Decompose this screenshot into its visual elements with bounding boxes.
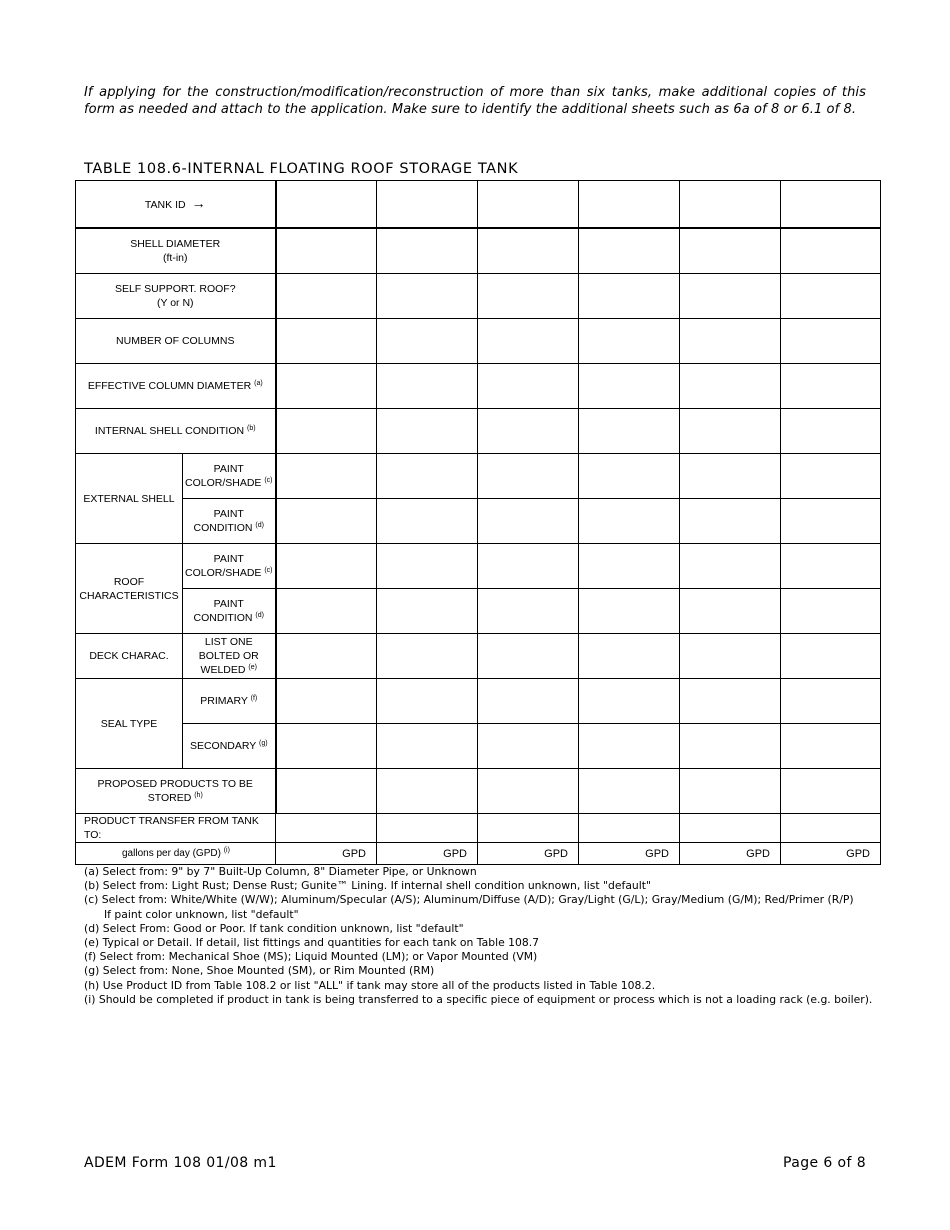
number-of-columns-field[interactable] (781, 319, 881, 364)
external-paint-condition-field[interactable] (579, 499, 680, 544)
number-of-columns-field[interactable] (478, 319, 579, 364)
transfer-destination-field[interactable] (781, 814, 881, 843)
transfer-destination-field[interactable] (680, 814, 781, 843)
self-support-field[interactable] (478, 274, 579, 319)
instructions-paragraph: If applying for the construction/modification/reconstruction of more than six tanks, make additional copies of this form as needed and attach to the application. Make sure to identify the additional sheets such as 6a of 8 or 6.1 of 8. (84, 85, 866, 117)
roof-paint-condition-label: PAINT CONDITION $^{(d)}$ (183, 589, 276, 634)
external-shell-color-row (76, 454, 881, 499)
external-paint-condition-label: PAINT CONDITION $^{(d)}$ (183, 499, 276, 544)
seal-primary-row (76, 679, 881, 724)
number-of-columns-field[interactable] (377, 319, 478, 364)
internal-shell-condition-field[interactable] (579, 409, 680, 454)
proposed-products-label: PROPOSED PRODUCTS TO BE STORED $^{(h)}$ (76, 769, 276, 814)
gpd-field[interactable]: GPD (478, 843, 579, 865)
footnote-b: (b) Select from: Light Rust; Dense Rust; Gunite™ Lining. If internal shell condition unknown, list "default" (84, 879, 651, 893)
tank-form-table (75, 180, 881, 865)
proposed-products-field[interactable] (579, 769, 680, 814)
gpd-field[interactable]: GPD (781, 843, 881, 865)
deck-type-field[interactable] (680, 634, 781, 679)
effective-column-diameter-label: EFFECTIVE COLUMN DIAMETER $^{(a)}$ (76, 364, 276, 409)
effective-column-diameter-field[interactable] (276, 364, 377, 409)
transfer-destination-field[interactable] (579, 814, 680, 843)
roof-paint-condition-field[interactable] (680, 589, 781, 634)
tank-id-label: TANK ID → (76, 181, 276, 229)
footnote-i: (i) Should be completed if product in tank is being transferred to a specific piece of equipment or process which is not a loading rack (e.g. boiler). (84, 992, 873, 1006)
external-paint-color-field[interactable] (478, 454, 579, 499)
secondary-seal-field[interactable] (276, 724, 377, 769)
shell-diameter-field[interactable] (680, 228, 781, 274)
internal-shell-condition-field[interactable] (478, 409, 579, 454)
footnote-h: (h) Use Product ID from Table 108.2 or list "ALL" if tank may store all of the products listed in Table 108.2. (84, 978, 656, 992)
roof-paint-condition-field[interactable] (377, 589, 478, 634)
table-title: TABLE 108.6-INTERNAL FLOATING ROOF STORAGE TANK (84, 161, 519, 177)
roof-paint-color-field[interactable] (276, 544, 377, 589)
deck-type-field[interactable] (478, 634, 579, 679)
primary-seal-field[interactable] (478, 679, 579, 724)
internal-shell-condition-field[interactable] (276, 409, 377, 454)
external-paint-condition-field[interactable] (276, 499, 377, 544)
deck-type-label: LIST ONE BOLTED OR WELDED $^{(e)}$ (183, 634, 276, 679)
transfer-destination-field[interactable] (276, 814, 377, 843)
effective-column-diameter-row (76, 364, 881, 409)
right-arrow-icon: → (191, 195, 206, 211)
roof-color-row (76, 544, 881, 589)
self-support-row (76, 274, 881, 319)
deck-type-field[interactable] (377, 634, 478, 679)
gpd-field[interactable]: GPD (579, 843, 680, 865)
roof-paint-color-field[interactable] (377, 544, 478, 589)
gpd-field[interactable]: GPD (680, 843, 781, 865)
tank-3-id-field[interactable] (478, 181, 579, 229)
page-number: Page 6 of 8 (783, 1155, 866, 1171)
proposed-products-field[interactable] (478, 769, 579, 814)
roof-paint-color-label: PAINT COLOR/SHADE $^{(c)}$ (183, 544, 276, 589)
self-support-field[interactable] (276, 274, 377, 319)
external-paint-condition-field[interactable] (680, 499, 781, 544)
footnote-f: (f) Select from: Mechanical Shoe (MS); Liquid Mounted (LM); or Vapor Mounted (VM) (84, 950, 538, 964)
external-paint-condition-field[interactable] (781, 499, 881, 544)
roof-paint-color-field[interactable] (579, 544, 680, 589)
footnotes (84, 865, 874, 1007)
shell-diameter-field[interactable] (579, 228, 680, 274)
deck-type-field[interactable] (579, 634, 680, 679)
tank-id-row (76, 181, 881, 229)
self-support-field[interactable] (579, 274, 680, 319)
number-of-columns-field[interactable] (680, 319, 781, 364)
external-shell-label: EXTERNAL SHELL (76, 454, 183, 544)
form-identifier: ADEM Form 108 01/08 m1 (84, 1155, 277, 1171)
number-of-columns-label: NUMBER OF COLUMNS (76, 319, 276, 364)
internal-shell-condition-field[interactable] (377, 409, 478, 454)
effective-column-diameter-field[interactable] (680, 364, 781, 409)
internal-shell-condition-field[interactable] (680, 409, 781, 454)
external-shell-condition-row (76, 499, 881, 544)
shell-diameter-label: SHELL DIAMETER (ft-in) (76, 228, 276, 274)
footnote-e: (e) Typical or Detail. If detail, list fittings and quantities for each tank on Table 108.7 (84, 936, 540, 950)
internal-shell-condition-row (76, 409, 881, 454)
external-paint-color-field[interactable] (781, 454, 881, 499)
transfer-destination-field[interactable] (478, 814, 579, 843)
external-paint-condition-field[interactable] (377, 499, 478, 544)
gallons-per-day-row (76, 843, 881, 865)
footnote-g: (g) Select from: None, Shoe Mounted (SM), or Rim Mounted (RM) (84, 964, 435, 978)
shell-diameter-row (76, 228, 881, 274)
tank-2-id-field[interactable] (377, 181, 478, 229)
roof-paint-condition-field[interactable] (781, 589, 881, 634)
effective-column-diameter-field[interactable] (478, 364, 579, 409)
transfer-destination-field[interactable] (377, 814, 478, 843)
self-support-field[interactable] (781, 274, 881, 319)
roof-condition-row (76, 589, 881, 634)
deck-type-field[interactable] (781, 634, 881, 679)
secondary-seal-field[interactable] (680, 724, 781, 769)
roof-characteristics-label: ROOF CHARACTERISTICS (76, 544, 183, 634)
shell-diameter-field[interactable] (276, 228, 377, 274)
primary-seal-field[interactable] (579, 679, 680, 724)
external-paint-color-field[interactable] (276, 454, 377, 499)
footnote-c-continuation: If paint color unknown, list "default" (104, 907, 299, 921)
tank-4-id-field[interactable] (579, 181, 680, 229)
internal-shell-condition-field[interactable] (781, 409, 881, 454)
primary-seal-field[interactable] (276, 679, 377, 724)
seal-secondary-row (76, 724, 881, 769)
external-paint-color-field[interactable] (579, 454, 680, 499)
primary-seal-field[interactable] (781, 679, 881, 724)
footnote-c: (c) Select from: White/White (W/W); Aluminum/Specular (A/S); Aluminum/Diffuse (A/D); Gray/Light (G/L); Gray/Medium (G/M); Red/Primer (R/P) (84, 893, 854, 907)
number-of-columns-field[interactable] (579, 319, 680, 364)
gpd-field[interactable]: GPD (377, 843, 478, 865)
secondary-seal-field[interactable] (478, 724, 579, 769)
seal-type-label: SEAL TYPE (76, 679, 183, 769)
roof-paint-color-field[interactable] (781, 544, 881, 589)
gallons-per-day-label: gallons per day (GPD) $^{(i)}$ (76, 843, 276, 865)
roof-paint-color-field[interactable] (478, 544, 579, 589)
internal-shell-condition-label: INTERNAL SHELL CONDITION $^{(b)}$ (76, 409, 276, 454)
external-paint-condition-field[interactable] (478, 499, 579, 544)
self-support-field[interactable] (680, 274, 781, 319)
tank-5-id-field[interactable] (680, 181, 781, 229)
primary-seal-field[interactable] (377, 679, 478, 724)
proposed-products-field[interactable] (781, 769, 881, 814)
proposed-products-field[interactable] (276, 769, 377, 814)
number-of-columns-field[interactable] (276, 319, 377, 364)
self-support-field[interactable] (377, 274, 478, 319)
shell-diameter-field[interactable] (781, 228, 881, 274)
footnote-d: (d) Select From: Good or Poor. If tank condition unknown, list "default" (84, 921, 464, 935)
number-of-columns-row (76, 319, 881, 364)
external-paint-color-field[interactable] (377, 454, 478, 499)
secondary-seal-label: SECONDARY $^{(g)}$ (183, 724, 276, 769)
effective-column-diameter-field[interactable] (781, 364, 881, 409)
gpd-field[interactable]: GPD (276, 843, 377, 865)
roof-paint-condition-field[interactable] (276, 589, 377, 634)
deck-type-field[interactable] (276, 634, 377, 679)
secondary-seal-field[interactable] (781, 724, 881, 769)
roof-paint-condition-field[interactable] (579, 589, 680, 634)
proposed-products-field[interactable] (680, 769, 781, 814)
proposed-products-field[interactable] (377, 769, 478, 814)
effective-column-diameter-field[interactable] (377, 364, 478, 409)
deck-charac-row (76, 634, 881, 679)
product-transfer-row (76, 814, 881, 843)
shell-diameter-field[interactable] (377, 228, 478, 274)
roof-paint-condition-field[interactable] (478, 589, 579, 634)
secondary-seal-field[interactable] (579, 724, 680, 769)
effective-column-diameter-field[interactable] (579, 364, 680, 409)
footnote-a: (a) Select from: 9" by 7" Built-Up Column, 8" Diameter Pipe, or Unknown (84, 865, 477, 878)
proposed-products-row (76, 769, 881, 814)
product-transfer-label: PRODUCT TRANSFER FROM TANK TO: (76, 814, 276, 843)
external-paint-color-label: PAINT COLOR/SHADE $^{(c)}$ (183, 454, 276, 499)
secondary-seal-field[interactable] (377, 724, 478, 769)
external-paint-color-field[interactable] (680, 454, 781, 499)
primary-seal-label: PRIMARY $^{(f)}$ (183, 679, 276, 724)
roof-paint-color-field[interactable] (680, 544, 781, 589)
deck-charac-label: DECK CHARAC. (76, 634, 183, 679)
primary-seal-field[interactable] (680, 679, 781, 724)
tank-1-id-field[interactable] (276, 181, 377, 229)
tank-6-id-field[interactable] (781, 181, 881, 229)
self-support-label: SELF SUPPORT. ROOF? (Y or N) (76, 274, 276, 319)
shell-diameter-field[interactable] (478, 228, 579, 274)
